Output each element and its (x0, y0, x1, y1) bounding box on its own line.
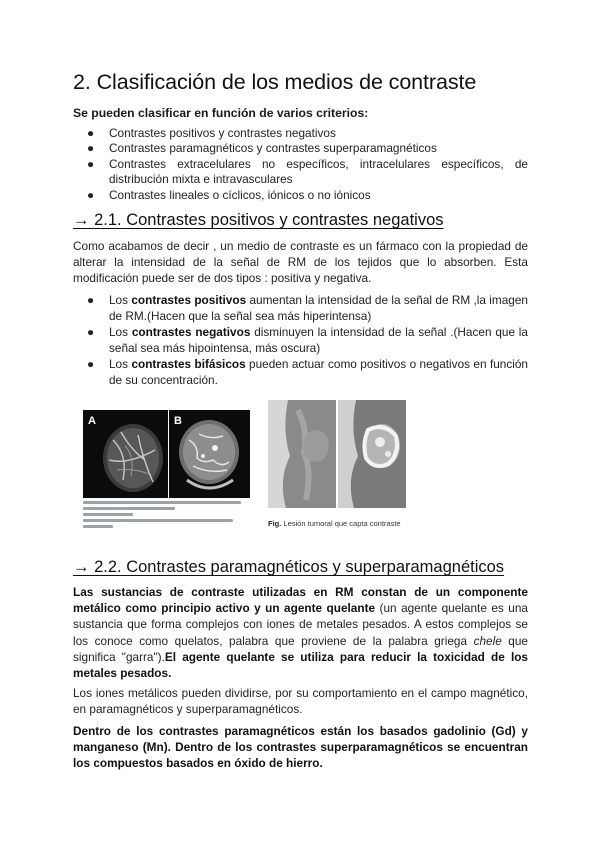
bullet-icon: ● (87, 325, 95, 339)
list-item: ● Los contrastes negativos disminuyen la intensidad de la señal .(Hacen que la señal sea más hipointensa, más oscura) (87, 325, 528, 355)
list-item: ● Contrastes extracelulares no específicos, intracelulares específicos, de distribución mixta e intravasculares (87, 156, 528, 187)
section-2-2-para-2: Los iones metálicos pueden dividirse, por su comportamiento en el campo magnético, en paramagnéticos y superparamagnéticos. (73, 686, 528, 717)
bullet-icon: ● (87, 141, 95, 156)
tumor-figure-caption: Fig. Lesión tumoral que capta contraste (268, 519, 401, 528)
mri-figure-ab (83, 410, 250, 532)
svg-text:A: A (88, 415, 96, 427)
criteria-lead: Se pueden clasificar en función de varios criterios: (73, 106, 369, 120)
list-item: ● Contrastes positivos y contrastes negativos (87, 126, 336, 140)
svg-text:B: B (174, 415, 182, 427)
section-2-2-title: → 2.2. Contrastes paramagnéticos y superparamagnéticos (73, 558, 505, 576)
section-2-2-para-3: Dentro de los contrastes paramagnéticos están los basados gadolinio (Gd) y manganeso (Mn). Dentro de los contrastes superparamagnéticos se encuentran los compuestos basados en óxido de hierro. (73, 724, 528, 771)
contrast-types-list (73, 292, 528, 388)
list-item: ● Contrastes paramagnéticos y contrastes superparamagnéticos (87, 141, 437, 156)
section-2-2-para-1: Las sustancias de contraste utilizadas en RM constan de un componente metálico como principio activo y un agente quelante (un agente quelante es una sustancia que forma complejos con iones de metales pesados. A estos complejos se los conoce como quelatos, palabra que proviene de la palabra griega chele que significa "garra").El agente quelante se utiliza para reducir la toxicidad de los metales pesados. (73, 585, 528, 681)
criteria-list (73, 126, 528, 203)
list-item: ● Los contrastes positivos aumentan la intensidad de la señal de RM ,la imagen de RM.(Hacen que la señal sea más hiperintensa) (87, 293, 528, 323)
mri-tumor-precontrast (268, 400, 336, 508)
mri-slice-icon (338, 400, 406, 508)
bullet-icon: ● (87, 156, 95, 171)
mri-panel-b (169, 410, 250, 498)
mri-brain-b-icon (169, 410, 250, 498)
mri-brain-a-icon (83, 410, 168, 498)
section-2-title: 2. Clasificación de los medios de contraste (73, 70, 477, 94)
list-item: ● Contrastes lineales o cíclicos, iónicos o no iónicos (87, 187, 371, 202)
figure-1-caption-lines (83, 501, 250, 531)
bullet-icon: ● (87, 126, 95, 140)
mri-slice-icon (268, 400, 336, 508)
section-2-1-intro: Como acabamos de decir , un medio de contraste es un fármaco con la propiedad de alterar la intensidad de la señal de RM de los tejidos que lo absorben. Esta modificación puede ser de dos tipos : positiva y negativa. (73, 239, 528, 286)
mri-panel-a (83, 410, 168, 498)
tumor-figure (268, 400, 408, 530)
bullet-icon: ● (87, 187, 95, 202)
bullet-icon: ● (87, 293, 95, 307)
section-2-1-title: → 2.1. Contrastes positivos y contrastes negativos (73, 211, 444, 229)
mri-tumor-postcontrast (338, 400, 406, 508)
bullet-icon: ● (87, 357, 95, 371)
list-item: ● Los contrastes bifásicos pueden actuar como positivos o negativos en función de su concentración. (87, 357, 528, 387)
